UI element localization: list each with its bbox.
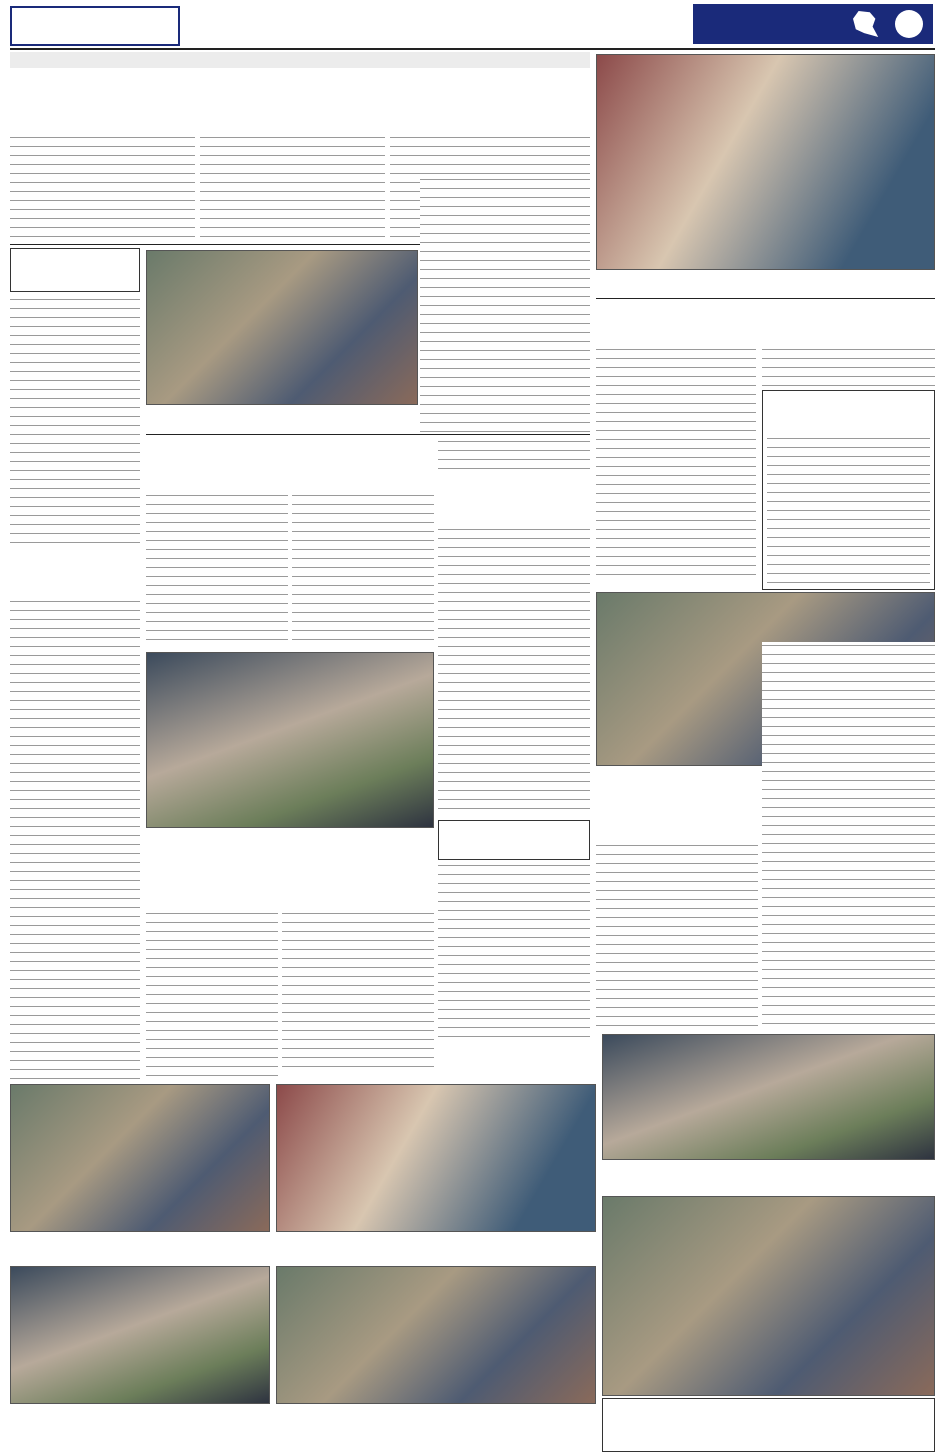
story-2-text bbox=[420, 176, 590, 432]
bottom-left-caption bbox=[10, 1234, 270, 1264]
story-7-text bbox=[438, 526, 590, 816]
story-4-text-col-2 bbox=[762, 346, 935, 386]
bangladesh-map-icon bbox=[853, 11, 881, 37]
story-12-headline bbox=[146, 848, 278, 908]
lead-text-col-2 bbox=[200, 134, 385, 242]
story-10-headline bbox=[439, 821, 589, 825]
story-3-box bbox=[10, 248, 140, 292]
story-13-text bbox=[282, 910, 434, 1070]
newspaper-logo bbox=[10, 6, 180, 46]
story-4-headline bbox=[596, 302, 935, 342]
bottom-row-photo-1 bbox=[10, 1266, 270, 1404]
story-4-text-col-1 bbox=[596, 346, 756, 582]
blanket-distribution-photo bbox=[602, 1196, 935, 1396]
story-14-headline bbox=[420, 1036, 596, 1072]
story-8-headline bbox=[10, 548, 140, 596]
story-6-text-col-1 bbox=[146, 492, 288, 648]
story-11-text-col-1 bbox=[596, 842, 758, 1028]
issue-day bbox=[190, 8, 590, 24]
story-3-headline bbox=[11, 249, 139, 253]
story-15-lead bbox=[602, 1440, 935, 1452]
story-13-headline bbox=[282, 848, 434, 908]
story-3-text bbox=[10, 296, 140, 544]
bottom-center-photo bbox=[276, 1084, 596, 1232]
story-8-text bbox=[10, 598, 140, 1080]
story-12-text bbox=[146, 910, 278, 1080]
bottom-left-photo bbox=[10, 1084, 270, 1232]
center-top-photo bbox=[146, 250, 418, 405]
top-right-photo bbox=[596, 54, 935, 270]
story-2-headline bbox=[420, 94, 590, 156]
story-6-text-col-2 bbox=[292, 492, 434, 648]
top-right-photo-caption bbox=[596, 272, 935, 296]
bottom-center-caption bbox=[276, 1234, 596, 1264]
rally-banner-photo bbox=[146, 652, 434, 828]
lead-text-col-1 bbox=[10, 134, 195, 242]
story-5-box bbox=[762, 390, 935, 590]
story-6-text-col-3 bbox=[438, 438, 590, 470]
bottom-row-photo-2 bbox=[276, 1266, 596, 1404]
bottom-row-caption-1 bbox=[10, 1406, 270, 1446]
story-15-headline bbox=[603, 1399, 934, 1405]
story-10-box bbox=[438, 820, 590, 860]
flag-ceremony-caption bbox=[602, 1162, 935, 1192]
story-5-headline bbox=[763, 391, 934, 399]
page-number bbox=[895, 10, 923, 38]
story-9-headline bbox=[762, 596, 935, 638]
lead-kicker bbox=[10, 52, 590, 68]
issue-date bbox=[190, 26, 590, 42]
story-5-text bbox=[767, 435, 930, 585]
story-2-byline bbox=[420, 158, 590, 172]
story-7-headline bbox=[438, 472, 590, 524]
bottom-row-caption-2 bbox=[276, 1406, 596, 1446]
section-badge bbox=[693, 4, 933, 44]
center-top-photo-caption bbox=[146, 408, 418, 430]
story-11-text-col-2 bbox=[762, 642, 935, 1028]
story-10-text bbox=[438, 862, 590, 1044]
flag-ceremony-photo bbox=[602, 1034, 935, 1160]
